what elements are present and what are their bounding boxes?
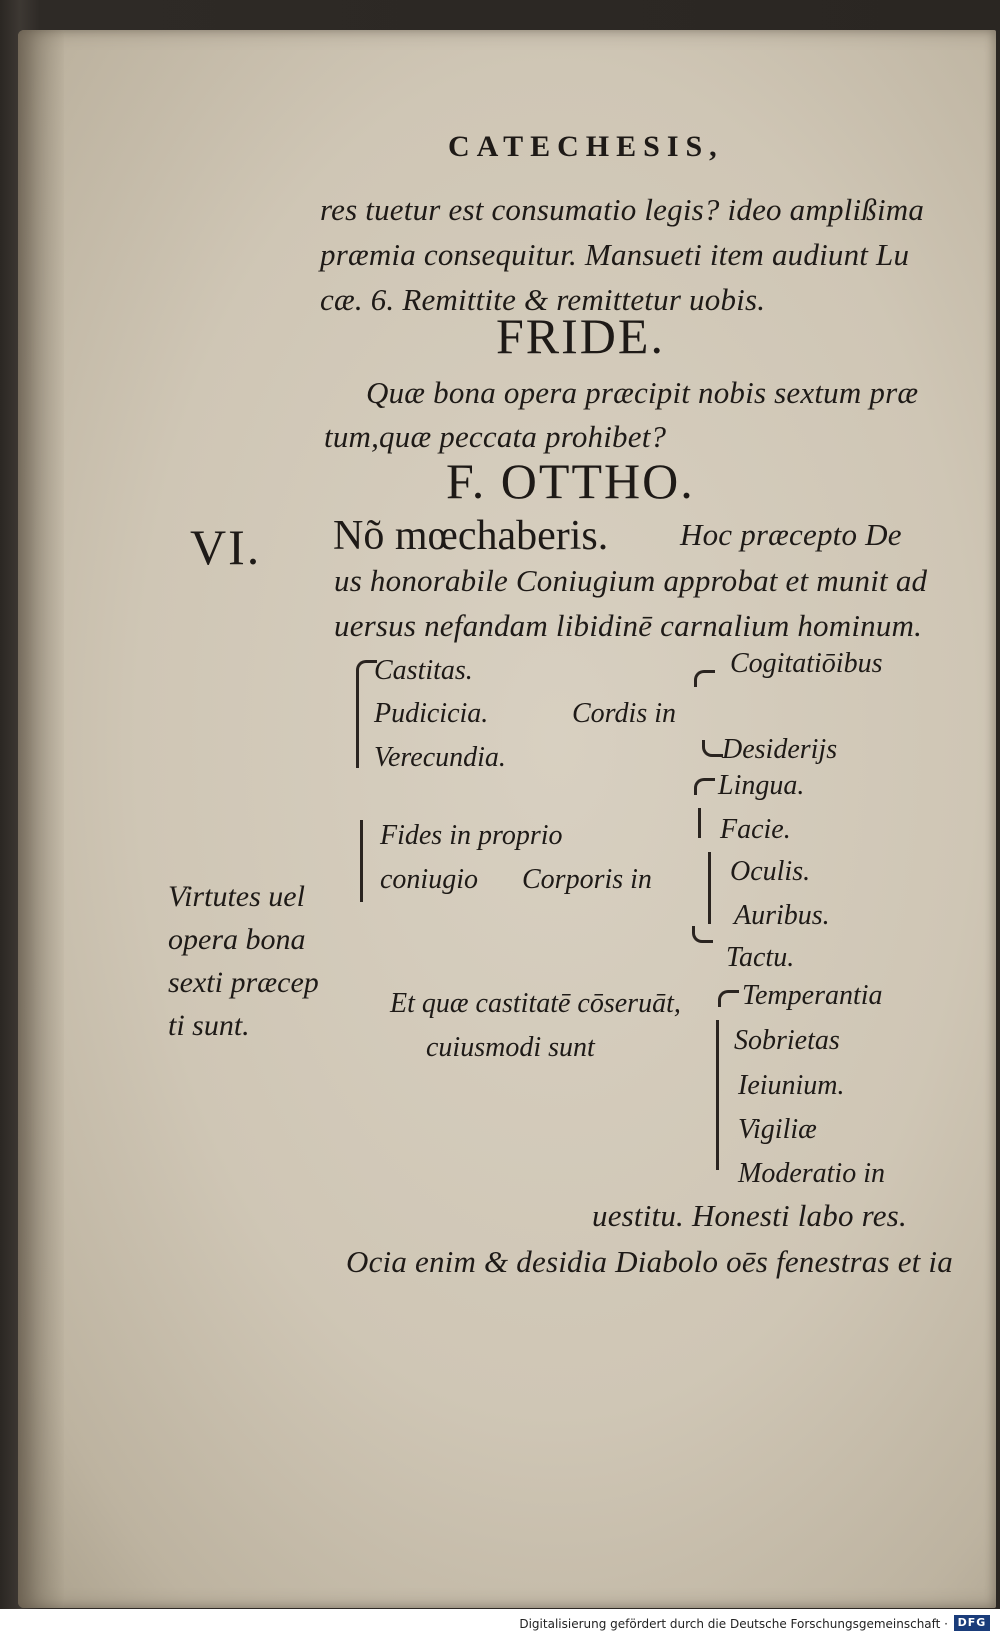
castitas-item: Vigiliæ [738,1114,817,1145]
commentary-line: us honorabile Coniugium approbat et munit ad [334,563,928,598]
cordis-item: Cogitatiōibus [730,648,883,679]
virtue-item: Pudicicia. [374,698,489,729]
intro-line: præmia consequitur. Mansueti item audiunt Lu [320,237,910,272]
brace-bottom [692,926,713,943]
castitas-line: cuiusmodi sunt [426,1032,595,1063]
dfg-logo-icon: DFG [954,1615,990,1631]
running-head: CATECHESIS, [448,130,724,163]
brace-top [694,778,715,795]
margin-note-line: Virtutes uel [168,880,305,913]
brace-castitas [716,1020,719,1170]
brace-corporis [708,852,711,924]
intro-line: res tuetur est consumatio legis? ideo amplißima [320,192,925,227]
margin-note-line: opera bona [168,923,306,956]
commandment-title: Nõ mœchaberis. [333,513,609,559]
digitization-footer [0,1609,1000,1637]
commandment-numeral: VI. [190,519,262,575]
fides-line: Fides in proprio [380,820,563,851]
closing-line: uestitu. Honesti labo res. [592,1198,907,1233]
brace-top [718,990,739,1007]
commentary-line: uersus nefandam libidinē carnalium hominum. [334,608,923,643]
corporis-item: Lingua. [718,770,805,801]
speaker-fride: FRIDE. [496,308,665,364]
cordis-item: Desiderijs [722,734,838,765]
footer-credit: Digitalisierung gefördert durch die Deutsche Forschungsgemeinschaft · [519,1617,948,1631]
corporis-item: Facie. [720,814,791,845]
margin-note-line: ti sunt. [168,1009,250,1042]
commandment-commentary: Hoc præcepto De [680,517,902,552]
castitas-item: Sobrietas [734,1025,840,1056]
brace-corporis [698,808,701,838]
brace-fides [360,820,363,902]
castitas-line: Et quæ castitatē cōseruāt, [390,988,681,1019]
question-line: Quæ bona opera præcipit nobis sextum præ [366,375,919,410]
virtue-item: Verecundia. [374,742,506,773]
castitas-item: Temperantia [742,980,883,1011]
brace-top [694,670,715,687]
castitas-item: Ieiunium. [738,1070,845,1101]
closing-line: Ocia enim & desidia Diabolo oēs fenestras et ia [346,1244,953,1279]
brace-virtues [356,670,359,768]
corporis-item: Auribus. [734,900,830,931]
fides-line: coniugio [380,864,478,895]
virtue-item: Castitas. [374,655,473,686]
corporis-item: Tactu. [726,942,795,973]
book-page [18,30,996,1608]
intro-line: cæ. 6. Remittite & remittetur uobis. [320,282,766,317]
castitas-item: Moderatio in [738,1158,885,1189]
brace-bottom [702,740,723,757]
margin-note-line: sexti præcep [168,966,319,999]
speaker-ottho: F. OTTHO. [446,453,695,509]
corporis-label: Corporis in [522,864,652,895]
corporis-item: Oculis. [730,856,811,887]
cordis-label: Cordis in [572,698,676,729]
question-line: tum,quæ peccata prohibet? [324,419,667,454]
